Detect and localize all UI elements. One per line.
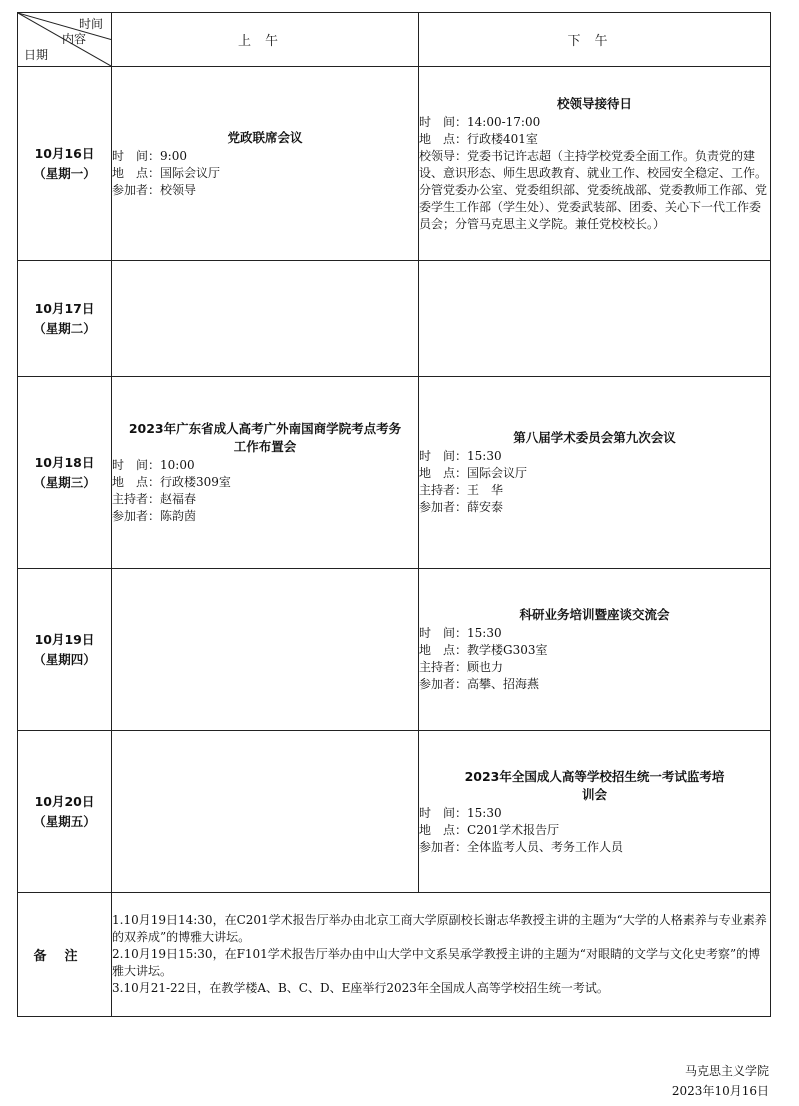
diag-content-label: 内容 xyxy=(62,32,87,46)
afternoon-cell xyxy=(419,261,771,377)
morning-header: 上午 xyxy=(112,13,419,67)
date-cell xyxy=(18,569,112,731)
morning-cell xyxy=(112,377,419,569)
event-detail: 参加者：陈韵茵 xyxy=(112,509,197,523)
event-detail: 时 间：9:00 xyxy=(112,148,187,163)
event-detail: 地 点：行政楼309室 xyxy=(112,475,231,489)
diag-time-label: 时间 xyxy=(78,17,103,31)
event-detail: 时 间：14:00-17:00 xyxy=(419,114,541,129)
day-row xyxy=(18,377,771,569)
event-title: 科研业务培训暨座谈交流会 xyxy=(519,607,670,622)
event-title: 2023年全国成人高等学校招生统一考试监考培训会 xyxy=(464,768,725,802)
date-cell xyxy=(18,731,112,893)
event-detail: 地 点：行政楼401室 xyxy=(419,131,538,146)
event-detail: 时 间：10:00 xyxy=(112,458,195,472)
event-detail: 主持者：赵福春 xyxy=(112,492,197,506)
weekday-text: （星期五） xyxy=(33,813,96,829)
event-detail: 参加者：高攀、招海燕 xyxy=(419,677,540,691)
footer-org: 马克思主义学院 xyxy=(684,1064,769,1078)
morning-cell xyxy=(112,67,419,261)
date-text: 10月18日 xyxy=(34,454,95,470)
afternoon-header: 下午 xyxy=(419,13,771,67)
weekday-text: （星期二） xyxy=(33,320,96,336)
event-detail: 地 点：C201学术报告厅 xyxy=(419,822,560,837)
date-text: 10月17日 xyxy=(34,300,95,316)
header-row xyxy=(18,13,771,67)
event-detail: 主持者：王 华 xyxy=(419,483,504,497)
diag-date-label: 日期 xyxy=(24,48,49,62)
diagonal-header-cell xyxy=(18,13,112,67)
event-detail: 参加者：薛安泰 xyxy=(419,500,504,514)
remarks-row xyxy=(18,893,771,1017)
date-text: 10月19日 xyxy=(34,631,95,647)
event-detail: 地 点：国际会议厅 xyxy=(419,466,528,480)
remark-item: 1.10月19日14:30，在C201学术报告厅举办由北京工商大学原副校长谢志华教授主讲的主题为“大学的人格素养与专业素养的双养成”的博雅大讲坛。 xyxy=(112,913,767,944)
remarks-label: 备注 xyxy=(18,893,112,1017)
weekday-text: （星期一） xyxy=(33,165,96,181)
afternoon-cell xyxy=(419,731,771,893)
remark-item: 3.10月21-22日，在教学楼A、B、C、D、E座举行2023年全国成人高等学校招生统一考试。 xyxy=(112,981,609,995)
event-detail: 时 间：15:30 xyxy=(419,626,502,640)
event-detail: 时 间：15:30 xyxy=(419,449,502,463)
afternoon-cell xyxy=(419,569,771,731)
event-title: 党政联席会议 xyxy=(227,129,303,145)
afternoon-cell xyxy=(419,377,771,569)
afternoon-cell xyxy=(419,67,771,261)
date-text: 10月16日 xyxy=(34,145,95,161)
event-detail: 主持者：顾也力 xyxy=(419,660,504,674)
remark-item: 2.10月19日15:30，在F101学术报告厅举办由中山大学中文系吴承学教授主讲的主题为“对眼睛的文学与文化史考察”的博雅大讲坛。 xyxy=(112,947,761,978)
event-detail: 地 点：国际会议厅 xyxy=(112,165,221,180)
date-cell xyxy=(18,377,112,569)
remarks-content xyxy=(112,893,771,1017)
event-title: 第八届学术委员会第九次会议 xyxy=(513,430,676,445)
day-row xyxy=(18,569,771,731)
day-row xyxy=(18,731,771,893)
event-detail: 参加者：校领导 xyxy=(112,182,197,197)
weekday-text: （星期四） xyxy=(33,651,96,667)
event-detail: 地 点：教学楼G303室 xyxy=(419,643,548,657)
date-cell xyxy=(18,261,112,377)
event-detail: 校领导：党委书记许志超（主持学校党委全面工作。负责党的建设、意识形态、师生思政教育、就业工作、校园安全稳定、工作。分管党委办公室、党委组织部、党委统战部、党委教师工作部、党委学生工作部（学生处）、党委武装部、团委、关心下一代工作委员会；分管马克思主义学院。兼任党校校长。） xyxy=(419,148,768,231)
date-text: 10月20日 xyxy=(34,793,95,809)
date-cell xyxy=(18,67,112,261)
event-title: 校领导接待日 xyxy=(556,95,632,111)
event-detail: 时 间：15:30 xyxy=(419,805,502,820)
morning-cell xyxy=(112,569,419,731)
weekday-text: （星期三） xyxy=(33,474,96,490)
schedule-table xyxy=(17,12,771,1017)
morning-cell xyxy=(112,731,419,893)
event-title: 2023年广东省成人高考广外南国商学院考点考务工作布置会 xyxy=(128,421,402,454)
day-row xyxy=(18,261,771,377)
event-detail: 参加者：全体监考人员、考务工作人员 xyxy=(419,839,624,854)
footer-date: 2023年10月16日 xyxy=(671,1084,769,1098)
morning-cell xyxy=(112,261,419,377)
day-row xyxy=(18,67,771,261)
